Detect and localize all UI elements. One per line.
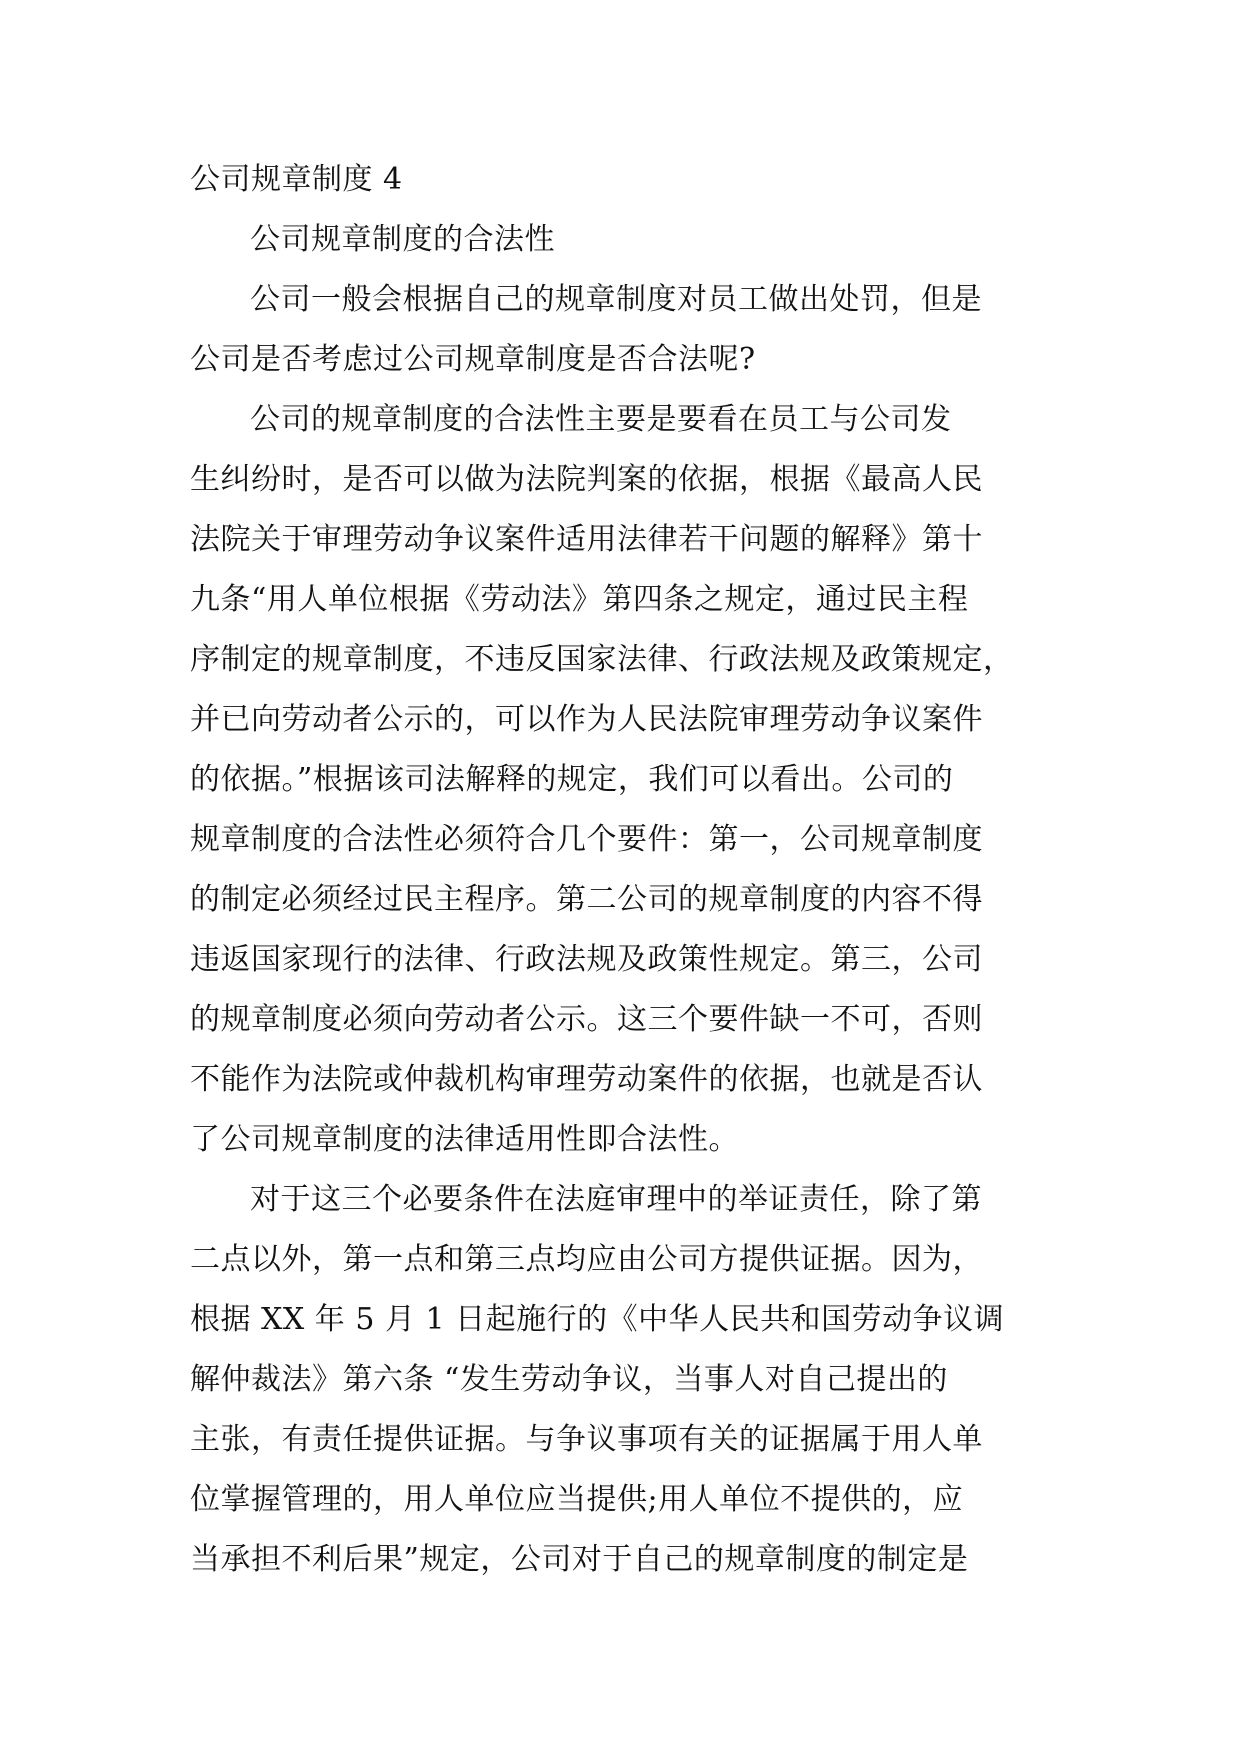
text-line: 的制定必须经过民主程序。第二公司的规章制度的内容不得 xyxy=(190,882,983,917)
text-line: 二点以外，第一点和第三点均应由公司方提供证据。因为， xyxy=(190,1242,983,1277)
text-line: 主张，有责任提供证据。与争议事项有关的证据属于用人单 xyxy=(190,1422,983,1457)
text-line: 的规章制度必须向劳动者公示。这三个要件缺一不可，否则 xyxy=(190,1002,983,1037)
text-line: 生纠纷时，是否可以做为法院判案的依据，根据《最高人民 xyxy=(190,462,983,497)
text-line: 的依据。”根据该司法解释的规定，我们可以看出。公司的 xyxy=(190,762,954,797)
text-line: 九条“用人单位根据《劳动法》第四条之规定，通过民主程 xyxy=(190,582,969,617)
text-line: 违返国家现行的法律、行政法规及政策性规定。第三，公司 xyxy=(190,942,983,977)
text-line: 对于这三个必要条件在法庭审理中的举证责任，除了第 xyxy=(250,1182,982,1217)
text-line: 公司一般会根据自己的规章制度对员工做出处罚，但是 xyxy=(250,282,982,317)
text-line: 位掌握管理的，用人单位应当提供;用人单位不提供的，应 xyxy=(190,1482,964,1517)
document-title: 公司规章制度 4 xyxy=(190,162,403,197)
document-body xyxy=(190,150,1050,1590)
text-line: 规章制度的合法性必须符合几个要件：第一，公司规章制度 xyxy=(190,822,983,857)
text-line: 根据 XX 年 5 月 1 日起施行的《中华人民共和国劳动争议调 xyxy=(190,1302,1005,1337)
section-heading: 公司规章制度的合法性 xyxy=(250,222,555,257)
text-line: 不能作为法院或仲裁机构审理劳动案件的依据，也就是否认 xyxy=(190,1062,983,1097)
text-line: 序制定的规章制度，不违反国家法律、行政法规及政策规定， xyxy=(190,642,1014,677)
text-line: 并已向劳动者公示的，可以作为人民法院审理劳动争议案件 xyxy=(190,702,983,737)
text-line: 公司的规章制度的合法性主要是要看在员工与公司发 xyxy=(250,402,952,437)
text-line: 了公司规章制度的法律适用性即合法性。 xyxy=(190,1122,739,1157)
text-line: 法院关于审理劳动争议案件适用法律若干问题的解释》第十 xyxy=(190,522,983,557)
text-line: 公司是否考虑过公司规章制度是否合法呢? xyxy=(190,342,756,377)
text-line: 解仲裁法》第六条 “发生劳动争议，当事人对自己提出的 xyxy=(190,1362,948,1397)
text-line: 当承担不利后果”规定，公司对于自己的规章制度的制定是 xyxy=(190,1542,969,1577)
